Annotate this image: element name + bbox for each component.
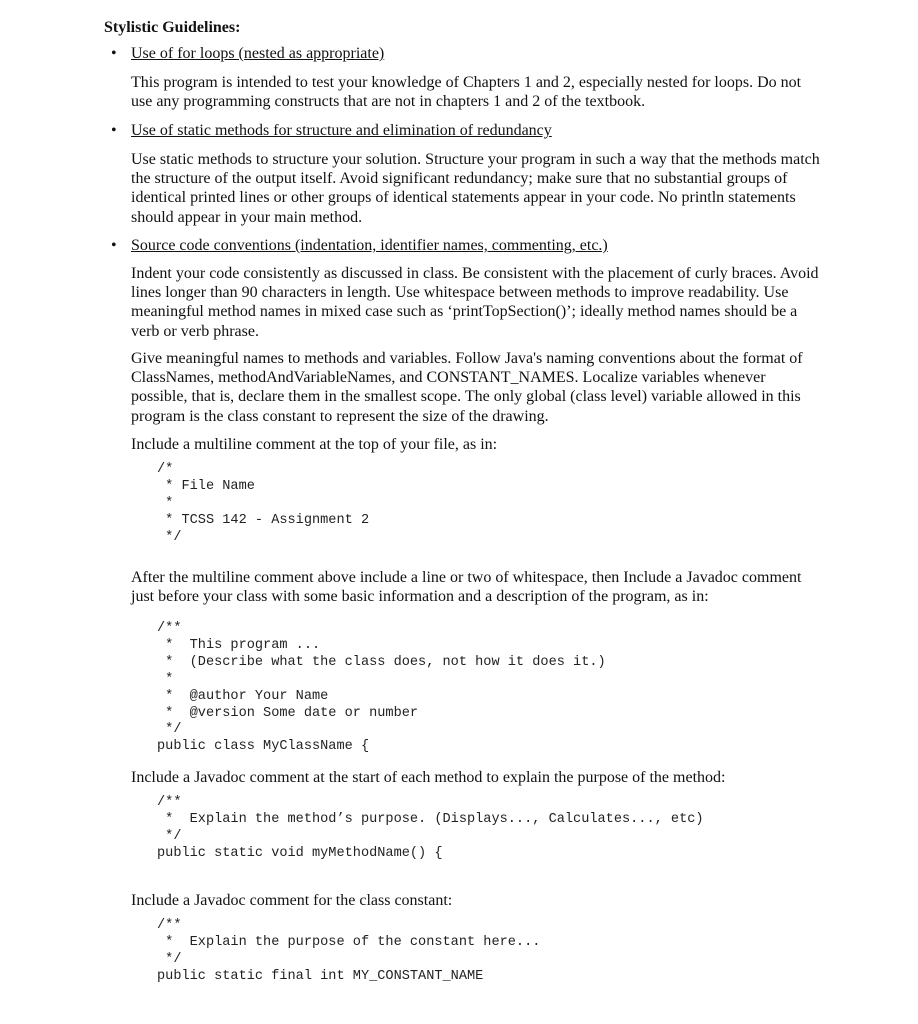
paragraph-static-methods: Use static methods to structure your solution. Structure your program in such a way that the methods match the structure of the output itself. Avoid significant redundancy; make sure that no substantial groups of identical printed lines or other groups of identical statements appear in your code. No println statements should appear in your main method. — [131, 151, 820, 226]
paragraph-naming: Give meaningful names to methods and variables. Follow Java's naming conventions about the format of ClassNames, methodAndVariableNames, and CONSTANT_NAMES. Localize variables whenever possible, that is, declare them in the smallest scope. The only global (class level) variable allowed in this program is the class constant to represent the size of the drawing. — [131, 350, 803, 425]
paragraph-indentation: Indent your code consistently as discussed in class. Be consistent with the placement of curly braces. Avoid lines longer than 90 characters in length. Use whitespace between methods to improve readability. Use meaningful method names in mixed case such as ‘printTopSection()’; ideally method names should be a verb or verb phrase. — [131, 265, 819, 340]
paragraph-javadoc-method-intro: Include a Javadoc comment at the start of each method to explain the purpose of the method: — [131, 769, 726, 786]
bullet-marker: • — [111, 45, 117, 62]
paragraph-javadoc-constant-intro: Include a Javadoc comment for the class constant: — [131, 892, 453, 909]
paragraph-javadoc-class-intro: After the multiline comment above include a line or two of whitespace, then Include a Javadoc comment just before your class with some basic information and a description of the program, as in: — [131, 569, 802, 606]
code-class-javadoc: /** * This program ... * (Describe what the class does, not how it does it.) * * @author Your Name * @version Some date or number */ public class MyClassName { — [157, 621, 606, 755]
bullet-marker: • — [111, 237, 117, 254]
bullet-title-static-methods: Use of static methods for structure and elimination of redundancy — [131, 122, 552, 139]
code-constant-javadoc: /** * Explain the purpose of the constant here... */ public static final int MY_CONSTANT_NAME — [157, 918, 541, 984]
code-method-javadoc: /** * Explain the method’s purpose. (Displays..., Calculates..., etc) */ public static void myMethodName() { — [157, 795, 704, 861]
bullet-title-source-conventions: Source code conventions (indentation, identifier names, commenting, etc.) — [131, 237, 608, 254]
paragraph-for-loops: This program is intended to test your knowledge of Chapters 1 and 2, especially nested for loops. Do not use any programming constructs that are not in chapters 1 and 2 of the textbook. — [131, 74, 802, 111]
paragraph-multiline-intro: Include a multiline comment at the top of your file, as in: — [131, 436, 498, 453]
section-heading: Stylistic Guidelines: — [104, 19, 241, 36]
bullet-marker: • — [111, 122, 117, 139]
code-multiline-comment: /* * File Name * * TCSS 142 - Assignment 2 */ — [157, 462, 370, 545]
bullet-title-for-loops: Use of for loops (nested as appropriate) — [131, 45, 385, 62]
